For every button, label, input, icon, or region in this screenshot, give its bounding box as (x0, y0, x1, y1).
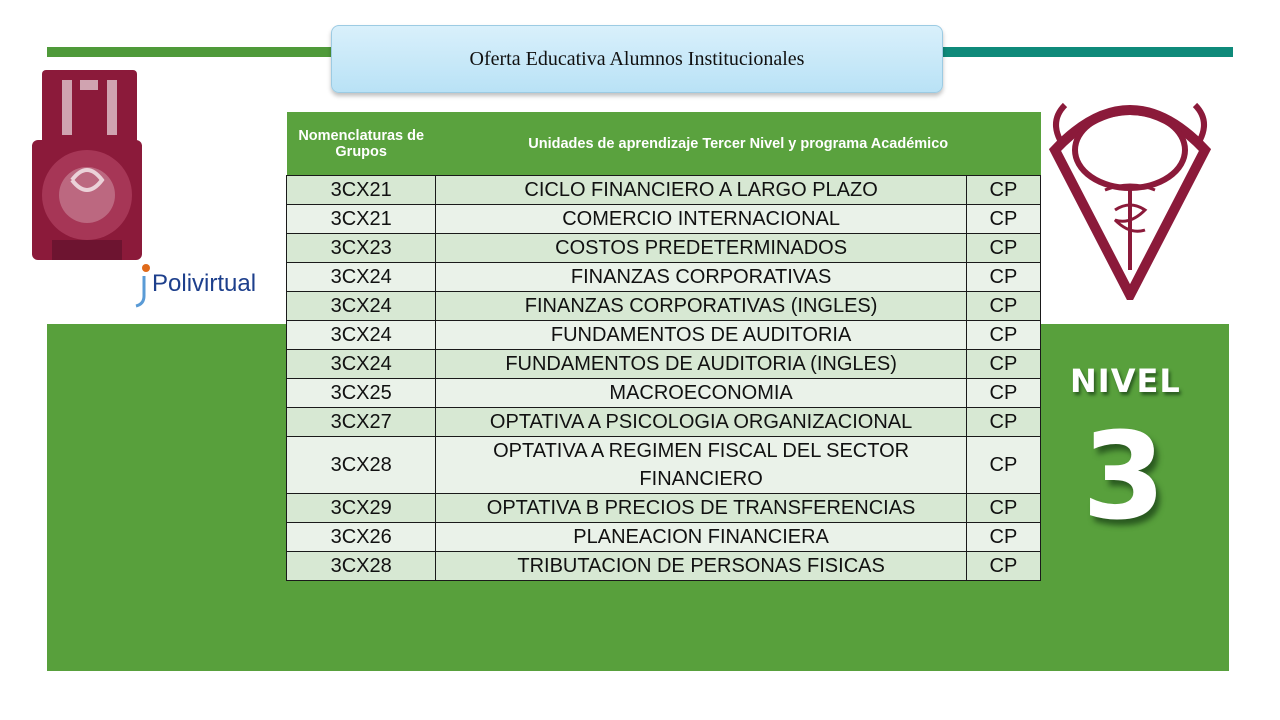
header-groups: Nomenclaturas de Grupos (287, 112, 436, 176)
table-row (287, 350, 1041, 379)
subject-cell: PLANEACION FINANCIERA (436, 523, 966, 552)
group-cell: 3CX24 (287, 263, 436, 292)
subject-cell: TRIBUTACION DE PERSONAS FISICAS (436, 552, 966, 581)
program-cell: CP (966, 263, 1040, 292)
group-cell: 3CX26 (287, 523, 436, 552)
program-cell: CP (966, 321, 1040, 350)
level-number: 3 (1082, 408, 1166, 547)
program-cell: CP (966, 552, 1040, 581)
program-cell: CP (966, 176, 1040, 205)
top-accent-line-right (930, 47, 1233, 57)
group-cell: 3CX24 (287, 321, 436, 350)
program-cell: CP (966, 379, 1040, 408)
group-cell: 3CX23 (287, 234, 436, 263)
group-cell: 3CX29 (287, 494, 436, 523)
program-cell: CP (966, 523, 1040, 552)
group-cell: 3CX24 (287, 350, 436, 379)
header-subjects: Unidades de aprendizaje Tercer Nivel y programa Académico (436, 112, 1041, 176)
esca-logo (1045, 80, 1215, 300)
program-cell: CP (966, 494, 1040, 523)
group-cell: 3CX27 (287, 408, 436, 437)
table-row (287, 234, 1041, 263)
program-cell: CP (966, 205, 1040, 234)
group-cell: 3CX28 (287, 437, 436, 494)
table-row (287, 552, 1041, 581)
subject-cell: MACROECONOMIA (436, 379, 966, 408)
level-label: NIVEL (1070, 362, 1181, 400)
subject-cell: OPTATIVA A REGIMEN FISCAL DEL SECTOR FINANCIERO (436, 437, 966, 494)
program-cell: CP (966, 292, 1040, 321)
subject-cell: FUNDAMENTOS DE AUDITORIA (INGLES) (436, 350, 966, 379)
table-row (287, 523, 1041, 552)
table-header-row (287, 112, 1041, 176)
table-row (287, 263, 1041, 292)
program-cell: CP (966, 437, 1040, 494)
table-row (287, 292, 1041, 321)
table-row (287, 408, 1041, 437)
program-cell: CP (966, 234, 1040, 263)
ipn-logo (22, 60, 152, 275)
top-accent-line-left (47, 47, 347, 57)
subject-cell: CICLO FINANCIERO A LARGO PLAZO (436, 176, 966, 205)
group-cell: 3CX21 (287, 205, 436, 234)
group-cell: 3CX28 (287, 552, 436, 581)
polivirtual-label: Polivirtual (152, 270, 257, 297)
subject-cell: FINANZAS CORPORATIVAS (436, 263, 966, 292)
subject-cell: OPTATIVA A PSICOLOGIA ORGANIZACIONAL (436, 408, 966, 437)
group-cell: 3CX24 (287, 292, 436, 321)
subject-cell: OPTATIVA B PRECIOS DE TRANSFERENCIAS (436, 494, 966, 523)
table-row (287, 494, 1041, 523)
table-row (287, 437, 1041, 494)
table-row (287, 379, 1041, 408)
program-cell: CP (966, 408, 1040, 437)
courses-table (286, 112, 1041, 581)
program-cell: CP (966, 350, 1040, 379)
subject-cell: COSTOS PREDETERMINADOS (436, 234, 966, 263)
page-title: Oferta Educativa Alumnos Institucionales (331, 25, 943, 93)
table-row (287, 176, 1041, 205)
subject-cell: COMERCIO INTERNACIONAL (436, 205, 966, 234)
table-body (287, 176, 1041, 581)
group-cell: 3CX25 (287, 379, 436, 408)
table-row (287, 205, 1041, 234)
subject-cell: FUNDAMENTOS DE AUDITORIA (436, 321, 966, 350)
group-cell: 3CX21 (287, 176, 436, 205)
table-row (287, 321, 1041, 350)
subject-cell: FINANZAS CORPORATIVAS (INGLES) (436, 292, 966, 321)
